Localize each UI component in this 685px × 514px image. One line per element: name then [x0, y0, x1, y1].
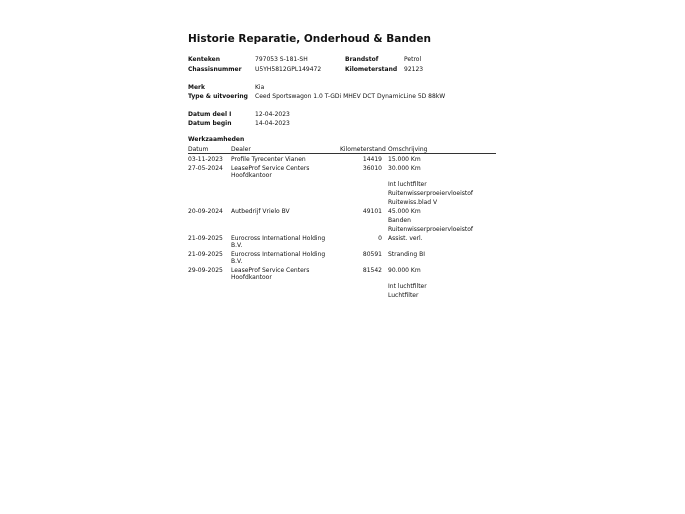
row-5-km: 80591	[362, 251, 382, 258]
row-3-omschrijving-2: Banden	[388, 217, 411, 224]
row-3-km: 49101	[362, 208, 382, 215]
col-kilometerstand: Kilometerstand	[340, 146, 386, 153]
row-4-datum: 21-09-2025	[188, 235, 223, 242]
row-3-omschrijving-3: Ruitenwisserproeiervloeistof	[388, 226, 474, 233]
kenteken-label: Kenteken	[188, 56, 220, 63]
row-2-dealer: LeaseProf Service Centers Hoofdkantoor	[231, 165, 310, 179]
row-6-omschrijving-4: Luchtfilter	[388, 292, 419, 299]
row-1-km: 14419	[362, 156, 382, 163]
row-5-omschrijving-1: Stranding BI	[388, 251, 425, 258]
row-5-dealer: Eurocross International Holding B.V.	[231, 251, 326, 265]
col-omschrijving: Omschrijving	[388, 146, 428, 153]
row-4-dealer: Eurocross International Holding B.V.	[231, 235, 326, 249]
type-value: Ceed Sportswagon 1.0 T-GDi MHEV DCT DynamicLine 5D 88kW	[255, 93, 446, 100]
row-1-omschrijving-1: 15.000 Km	[388, 156, 421, 163]
km-label: Kilometerstand	[345, 66, 398, 73]
row-6-km: 81542	[362, 267, 382, 274]
header-divider	[188, 153, 496, 154]
datum-deel1-value: 12-04-2023	[255, 111, 290, 118]
brandstof-value: Petrol	[404, 56, 422, 63]
page-title: Historie Reparatie, Onderhoud & Banden	[188, 33, 431, 45]
row-3-omschrijving-1: 45.000 Km	[388, 208, 421, 215]
row-6-datum: 29-09-2025	[188, 267, 223, 274]
row-5-datum: 21-09-2025	[188, 251, 223, 258]
row-2-omschrijving-3: Int luchtfilter	[388, 181, 427, 188]
row-6-omschrijving-3: Int luchtfilter	[388, 283, 427, 290]
datum-deel1-label: Datum deel I	[188, 111, 232, 118]
row-2-omschrijving-4: Ruitenwisserproeiervloeistof	[388, 190, 474, 197]
col-dealer: Dealer	[231, 146, 251, 153]
kenteken-value: 797053 S-181-SH	[255, 56, 308, 63]
col-datum: Datum	[188, 146, 209, 153]
merk-value: Kia	[255, 84, 265, 91]
row-6-omschrijving-1: 90.000 Km	[388, 267, 421, 274]
merk-label: Merk	[188, 84, 205, 91]
row-4-km: 0	[378, 235, 382, 242]
row-2-datum: 27-05-2024	[188, 165, 223, 172]
row-4-omschrijving-1: Assist. verl.	[388, 235, 423, 242]
row-1-datum: 03-11-2023	[188, 156, 223, 163]
type-label: Type & uitvoering	[188, 93, 248, 100]
werkzaamheden-heading: Werkzaamheden	[188, 136, 245, 143]
km-value: 92123	[404, 66, 424, 73]
datum-begin-value: 14-04-2023	[255, 120, 290, 127]
row-3-datum: 20-09-2024	[188, 208, 223, 215]
brandstof-label: Brandstof	[345, 56, 379, 63]
chassis-label: Chassisnummer	[188, 66, 242, 73]
chassis-value: U5YH5812GPL149472	[255, 66, 322, 73]
row-3-dealer: Autbedrijf Vrielo BV	[231, 208, 290, 215]
row-6-dealer: LeaseProf Service Centers Hoofdkantoor	[231, 267, 310, 281]
row-1-dealer: Profile Tyrecenter Vianen	[231, 156, 306, 163]
row-2-km: 36010	[362, 165, 382, 172]
datum-begin-label: Datum begin	[188, 120, 232, 127]
row-2-omschrijving-1: 30.000 Km	[388, 165, 421, 172]
row-2-omschrijving-5: Ruitewiss.blad V	[388, 199, 438, 206]
